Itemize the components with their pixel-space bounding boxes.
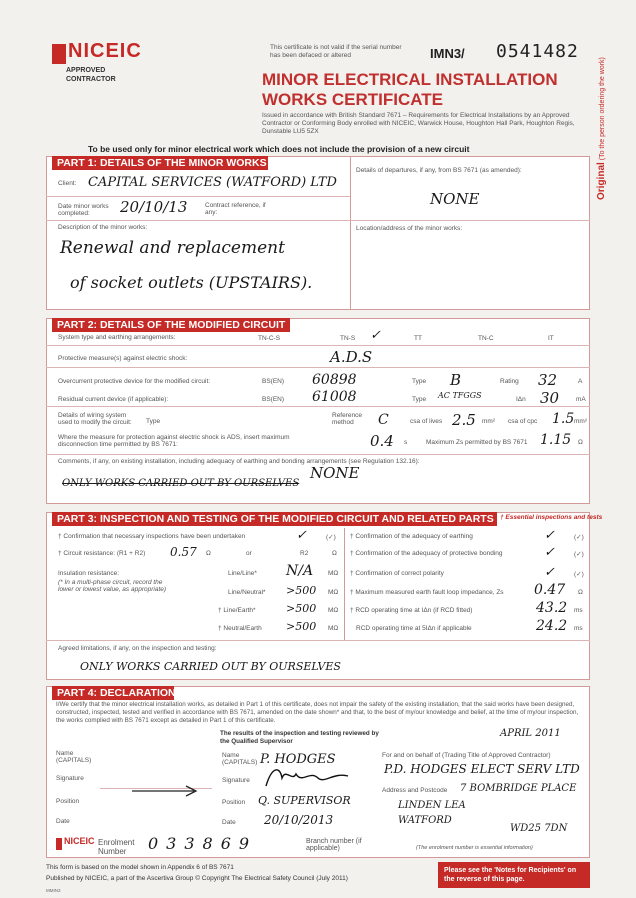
qs-position-value: Q. SUPERVISOR <box>258 794 351 807</box>
insulation-label: Insulation resistance: <box>58 570 120 577</box>
description-label: Description of the minor works: <box>58 224 148 231</box>
usage-line: To be used only for minor electrical work which does not include the provision of a new circuit <box>88 144 470 154</box>
part3-header: PART 3: INSPECTION AND TESTING OF THE MODIFIED CIRCUIT AND RELATED PARTS <box>52 512 497 526</box>
tncs-label: TN-C-S <box>258 335 281 342</box>
contractor-name-label: Name (CAPITALS) <box>56 750 92 764</box>
serial-number: 0541482 <box>496 41 579 62</box>
company-value: P.D. HODGES ELECT SERV LTD <box>384 762 580 776</box>
description-line-1: Renewal and replacement <box>60 238 285 258</box>
qs-signature <box>262 762 352 792</box>
date-completed-label: Date minor works completed: <box>58 203 109 217</box>
system-type-label: System type and earthing arrangements: <box>58 334 176 341</box>
mohm-unit-3: MΩ <box>328 607 339 614</box>
qs-name-value: P. HODGES <box>260 752 336 767</box>
zs-label: † Maximum measured earth fault loop impedance, Zs <box>350 589 504 596</box>
part4-header: PART 4: DECLARATION <box>52 686 174 700</box>
neutral-earth-label: † Neutral/Earth <box>218 625 262 632</box>
contract-reference-label: Contract reference, if any: <box>205 202 266 216</box>
ocpd-type-value: B <box>450 371 462 389</box>
r1r2-unit: Ω <box>206 550 211 557</box>
qs-position-label: Position <box>222 799 246 806</box>
address-label: Address and Postcode <box>382 787 448 794</box>
idn-label: IΔn <box>516 396 526 403</box>
qs-name-label: Name (CAPITALS) <box>222 752 258 766</box>
ocpd-type-label: Type <box>412 378 427 385</box>
line-line-value: N/A <box>286 563 314 579</box>
line-line-label: Line/Line* <box>228 570 257 577</box>
issued-text: Issued in accordance with British Standard 7671 – Requirements for Electrical Installations by an Approved Contractor or Conforming Body enrolled with NICEIC, Warwick House, Houghton Hall Park, Houghton Regis, Dunstable LU5 5ZX <box>262 112 575 136</box>
protective-measure-value: A.D.S <box>330 348 373 366</box>
side-label: Original (To the person ordering the work) <box>596 57 607 200</box>
ohm-unit: Ω <box>578 439 583 446</box>
rcd-type-label: Type <box>412 396 427 403</box>
address-line-2: LINDEN LEA <box>398 800 466 811</box>
address-line-1: 7 BOMBRIDGE PLACE <box>460 783 577 794</box>
footer-published: Published by NICEIC, a part of the Ascertiva Group © Copyright The Electrical Safety Council (July 2011) <box>46 875 348 882</box>
max-zs-label: Maximum Zs permitted by BS 7671 <box>426 439 528 446</box>
bonding-tick: ✓ <box>544 545 555 560</box>
earthing-tick: ✓ <box>544 528 555 543</box>
earthing-label: † Confirmation of the adequacy of earthing <box>350 533 473 540</box>
qs-date-value: 20/10/2013 <box>264 813 334 827</box>
csa-lives-unit: mm² <box>482 418 495 425</box>
rcd-time-value: 43.2 <box>536 600 568 616</box>
bonding-check: (✓) <box>574 551 584 558</box>
zs-unit: Ω <box>578 589 583 596</box>
or-label: or <box>246 550 252 557</box>
date-completed-value: 20/10/13 <box>120 198 188 216</box>
seconds-unit: s <box>404 439 408 446</box>
earthing-check: (✓) <box>574 534 584 541</box>
rcd-5x-unit: ms <box>574 625 583 632</box>
tns-tick: ✓ <box>370 328 381 343</box>
polarity-tick: ✓ <box>544 565 555 580</box>
inspections-label: † Confirmation that necessary inspections have been undertaken <box>58 533 246 540</box>
qs-title: The results of the inspection and testing reviewed by the Qualified Supervisor <box>220 730 379 746</box>
title-line-1: MINOR ELECTRICAL INSTALLATION <box>262 70 558 89</box>
polarity-label: † Confirmation of correct polarity <box>350 570 444 577</box>
mohm-unit-4: MΩ <box>328 625 339 632</box>
ocpd-rating-label: Rating <box>500 378 519 385</box>
enrolment-value: 033869 <box>148 834 258 853</box>
comments-struck-value: ONLY WORKS CARRIED OUT BY OURSELVES <box>62 478 300 489</box>
r2-label: R2 <box>300 550 309 557</box>
limitations-label: Agreed limitations, if any, on the inspection and testing: <box>58 645 217 652</box>
comments-value: NONE <box>310 464 360 482</box>
approved-contractor-label: APPROVED CONTRACTOR <box>66 67 116 83</box>
tns-label: TN-S <box>340 335 356 342</box>
polarity-check: (✓) <box>574 571 584 578</box>
rcd-idn-value: 30 <box>540 389 560 407</box>
bonding-label: † Confirmation of the adequacy of protective bonding <box>350 550 503 557</box>
csa-lives-label: csa of lives <box>410 418 443 425</box>
line-neutral-label: Line/Neutral* <box>228 589 266 596</box>
rcd-time-label: † RCD operating time at IΔn (if RCD fitted) <box>350 607 473 614</box>
postcode-value: WD25 7DN <box>510 823 568 834</box>
rcd-5x-value: 24.2 <box>536 618 568 634</box>
essential-note: † Essential inspections and tests <box>500 514 603 521</box>
qs-signature-label: Signature <box>222 777 250 784</box>
rcd-type-value: AC TFGGS <box>438 391 482 400</box>
it-label: IT <box>548 335 554 342</box>
departures-value: NONE <box>430 190 480 208</box>
csa-cpc-unit: mm² <box>574 418 587 425</box>
part2-header: PART 2: DETAILS OF THE MODIFIED CIRCUIT <box>52 318 290 332</box>
contractor-date-label: Date <box>56 818 70 825</box>
wiring-label: Details of wiring system used to modify the circuit: <box>58 412 132 426</box>
enrolment-logo: NICEIC <box>56 836 96 852</box>
rcd-5x-label: RCD operating time at 5IΔn if applicable <box>356 625 472 632</box>
max-zs-value: 1.15 <box>540 432 572 448</box>
address-line-3: WATFORD <box>398 815 452 826</box>
enrolment-note: (The enrolment number is essential information) <box>416 845 533 851</box>
footer-based: This form is based on the model shown in Appendix 6 of BS 7671 <box>46 864 234 871</box>
rcd-bsen-label: BS(EN) <box>262 396 285 403</box>
client-value: CAPITAL SERVICES (WATFORD) LTD <box>88 175 337 190</box>
limitations-value: ONLY WORKS CARRIED OUT BY OURSELVES <box>80 660 341 673</box>
contractor-signature-label: Signature <box>56 775 84 782</box>
contractor-position-label: Position <box>56 798 80 805</box>
part1-header: PART 1: DETAILS OF THE MINOR WORKS <box>52 156 268 170</box>
line-earth-value: >500 <box>286 602 317 615</box>
amendment-date: APRIL 2011 <box>500 728 561 739</box>
ocpd-bs-value: 60898 <box>312 372 357 388</box>
ma-unit: mA <box>576 396 586 403</box>
reference-method-label: Reference method <box>332 412 362 426</box>
csa-cpc-label: csa of cpc <box>508 418 538 425</box>
circuit-resistance-label: † Circuit resistance: (R1 + R2) <box>58 550 146 557</box>
declaration-text: I/We certify that the minor electrical installation works, as detailed in Part 1 of this certificate, does not impair the safety of the existing installation, that the said works have been designed, constructed, inspected, tested and verified in accordance with BS 7671, amended on the date shown* and that, to the best of my/our knowledge and belief, at the time of my/our inspection, the works complied with BS 7671 except as detailed in Part 1 of this certificate. <box>56 701 579 724</box>
neutral-earth-value: >500 <box>286 620 317 633</box>
line-earth-label: † Line/Earth* <box>218 607 256 614</box>
reference-method-value: C <box>378 412 389 428</box>
form-code: IMN3/ <box>430 46 465 61</box>
location-label: Location/address of the minor works: <box>356 225 463 232</box>
zs-value: 0.47 <box>534 582 566 598</box>
insulation-note: (* In a multi-phase circuit, record the lower or lowest value, as appropriate) <box>58 579 167 593</box>
amp-unit: A <box>578 378 583 385</box>
comments-label: Comments, if any, on existing installation, including adequacy of earthing and bonding arrangements (see Regulation 132.16): <box>58 458 420 465</box>
rcd-label: Residual current device (if applicable): <box>58 396 169 403</box>
r2-unit: Ω <box>332 550 337 557</box>
mohm-unit-2: MΩ <box>328 589 339 596</box>
ocpd-label: Overcurrent protective device for the modified circuit: <box>58 378 211 385</box>
ads-time-value: 0.4 <box>370 432 394 450</box>
csa-lives-value: 2.5 <box>452 411 476 429</box>
inspections-tick: ✓ <box>296 528 307 543</box>
niceic-logo: NICEIC <box>52 40 150 66</box>
ocpd-bsen-label: BS(EN) <box>262 378 285 385</box>
serial-notice: This certificate is not valid if the serial number has been defaced or altered <box>270 44 402 60</box>
mohm-unit-1: MΩ <box>328 570 339 577</box>
notes-for-recipients: Please see the 'Notes for Recipients' on the reverse of this page. <box>438 862 590 888</box>
branch-label: Branch number (if applicable) <box>306 838 362 852</box>
tnc-label: TN-C <box>478 335 494 342</box>
csa-cpc-value: 1.5 <box>552 411 575 427</box>
ocpd-rating-value: 32 <box>538 371 558 389</box>
client-label: Client: <box>58 180 77 187</box>
rcd-time-unit: ms <box>574 607 583 614</box>
footer-code: MMIN3 <box>46 888 61 893</box>
protective-measure-label: Protective measure(s) against electric shock: <box>58 355 188 362</box>
description-line-2: of socket outlets (UPSTAIRS). <box>70 273 313 292</box>
title-line-2: WORKS CERTIFICATE <box>262 90 444 109</box>
wiring-type-label: Type <box>146 418 161 425</box>
tt-label: TT <box>414 335 422 342</box>
ads-label: Where the measure for protection against electric shock is ADS, insert maximum disconnection time permitted by BS 7671: <box>58 434 290 448</box>
signature-arrow <box>130 784 200 796</box>
rcd-bs-value: 61008 <box>312 389 357 405</box>
inspections-check: (✓) <box>326 534 336 541</box>
enrolment-label: Enrolment Number <box>98 838 135 856</box>
line-neutral-value: >500 <box>286 584 317 597</box>
departures-label: Details of departures, if any, from BS 7671 (as amended): <box>356 167 522 174</box>
behalf-label: For and on behalf of (Trading Title of Approved Contractor) <box>382 752 551 759</box>
circuit-resistance-value: 0.57 <box>170 545 197 559</box>
qs-date-label: Date <box>222 819 236 826</box>
